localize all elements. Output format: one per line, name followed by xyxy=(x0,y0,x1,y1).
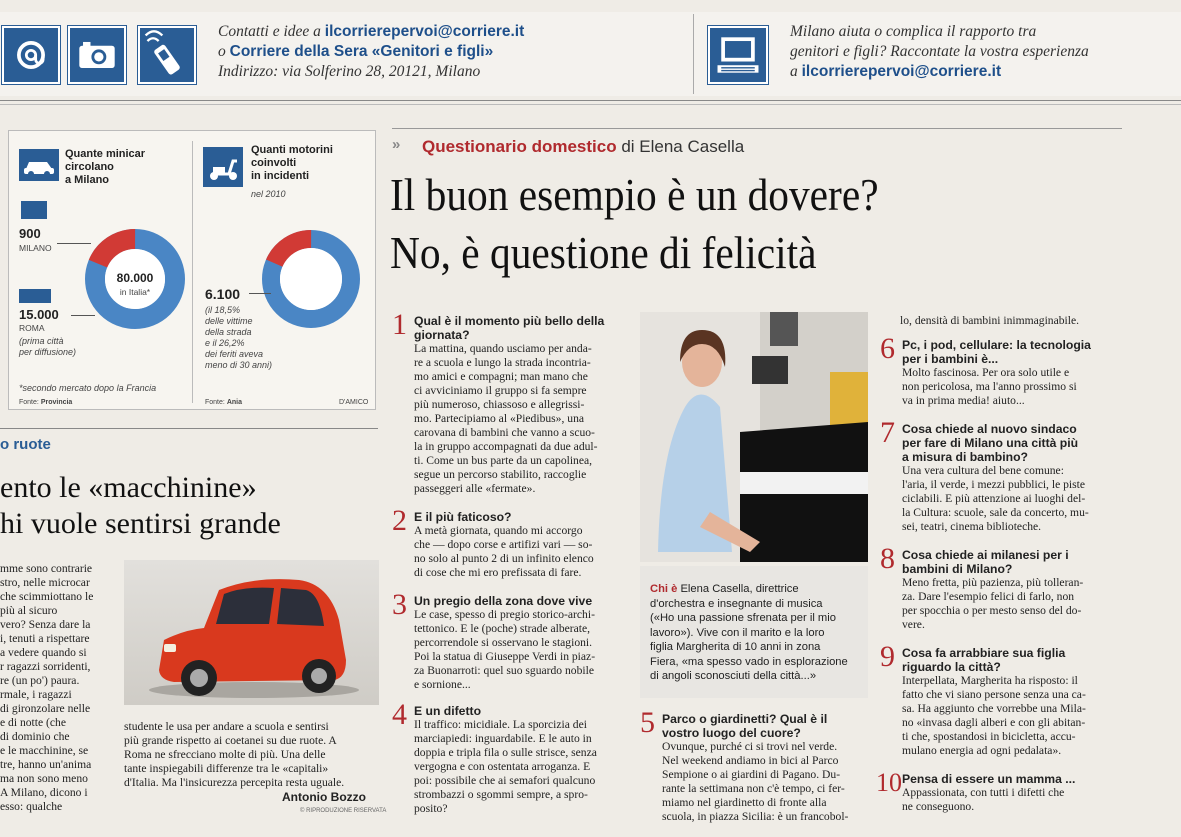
left-article-column xyxy=(0,562,112,814)
qa-column-2 xyxy=(640,706,876,836)
answer-text: Meno fretta, più pazienza, più tolleran- za. Dare l'esempio felici di farlo, non per spocchia o per mesto senso del do- vere. xyxy=(902,576,1084,631)
question-number: 7 xyxy=(880,416,895,449)
answer-text: La mattina, quando usciamo per anda- re a scuola e lungo la strada incontria- mo amici e compagni; man mano che ci avviciniamo il gruppo si fa sempre più numeroso, chiassoso e allegrissi- mo. Partecipiamo al «Piedibus», una carovana di bambini che vanno a scuo- la in gruppo accompagnati da due adul- ti. Come un bus parte da un capolinea, segue un percorso stabilito, raccoglie passeggeri alle «fermate». xyxy=(414,342,598,495)
question-block-2 xyxy=(392,504,632,580)
question-number: 6 xyxy=(880,332,895,365)
leader-line-motorini xyxy=(249,293,271,294)
graphics-credit: D'AMICO xyxy=(339,399,369,406)
question-number: 9 xyxy=(880,640,895,673)
question-number: 2 xyxy=(392,504,407,537)
car-icon xyxy=(19,149,59,181)
caption-lead: Chi è xyxy=(650,583,678,595)
contact-block xyxy=(218,22,678,82)
left-column-line: esso: qualche xyxy=(0,800,63,813)
answer-text: Appassionata, con tutti i difetti che ne conseguono. xyxy=(902,786,1065,813)
motorini-subtitle: nel 2010 xyxy=(251,189,286,199)
left-headline xyxy=(0,470,281,542)
italia-label: in Italia* xyxy=(119,287,151,297)
left-column-line: stro, nelle microcar xyxy=(0,576,90,589)
contact-email-link[interactable]: ilcorrierepervoi@corriere.it xyxy=(324,23,525,40)
left-column-line: mme sono contrarie xyxy=(0,562,93,575)
left-column-line: ma non sono meno xyxy=(0,772,88,785)
answer-text: Il traffico: micidiale. La sporcizia dei marciapiedi: inguardabile. E le auto in doppia e tripla fila o sulle strisce, senza vergogna e con ostentata arroganza. E poi: possibile che ai semafori qualcuno strombazzi o sgommi sempre, a spro- posito? xyxy=(414,718,597,815)
question-number: 5 xyxy=(640,706,655,739)
infographic-box xyxy=(8,130,376,410)
left-column-line: di gironzolare nelle xyxy=(0,702,91,715)
header-rule-2 xyxy=(0,104,1181,105)
minicar-title: Quante minicar circolano a Milano xyxy=(65,148,146,186)
question-title: Cosa chiede al nuovo sindaco per fare di Milano una città più a misura di bambino? xyxy=(902,422,1079,464)
computer-icon xyxy=(708,26,768,84)
answer-text: A metà giornata, quando mi accorgo che — dopo corse e artifizi vari — so- no solo al punto 2 di un infinito elenco di cose che mi ero prefissata di fare. xyxy=(414,524,594,579)
contact-section-name: Corriere della Sera «Genitori e figli» xyxy=(229,43,494,60)
question-title: Qual è il momento più bello della giornata? xyxy=(414,314,605,342)
left-section-label: o ruote xyxy=(0,436,51,453)
question-title: Un pregio della zona dove vive xyxy=(414,594,593,608)
left-article-rule xyxy=(0,428,378,429)
left-column-line: vero? Senza dare la xyxy=(0,618,91,631)
minicar-footnote: *secondo mercato dopo la Francia xyxy=(19,383,157,393)
prompt-line-3: a ilcorrierepervoi@corriere.it xyxy=(790,63,1002,80)
infobox-divider xyxy=(192,141,193,403)
portrait-caption: Chi è Elena Casella, direttrice d'orchestra e insegnante di musica («Ho una passione sfrenata per il mio lavoro»). Vive con il marito e la loro figlia Margherita di 10 anni in zona Fiera, «ma spesso vado in esplorazione di angoli sconosciuti della città...» xyxy=(650,583,848,682)
left-column-line: e di notte (che xyxy=(0,716,66,729)
milano-value: 900 xyxy=(19,226,41,241)
question-title: E il più faticoso? xyxy=(414,510,512,524)
kicker-arrows: » xyxy=(392,136,401,153)
at-icon xyxy=(2,26,60,84)
prompt-email-link[interactable]: ilcorrierepervoi@corriere.it xyxy=(801,63,1002,80)
minicar-source: Fonte: Provincia xyxy=(19,399,73,406)
question-block-6 xyxy=(880,332,1120,408)
colosseum-icon xyxy=(19,289,51,303)
left-column-line: rmale, i ragazzi xyxy=(0,688,72,701)
left-column-line: che scimmiottano le xyxy=(0,590,94,603)
question-block-4 xyxy=(392,698,632,816)
kicker: Questionario domestico xyxy=(422,137,617,156)
left-headline-line-1: ento le «macchinine» xyxy=(0,471,257,504)
left-column-line: r ragazzi sorridenti, xyxy=(0,660,91,673)
main-article-rule xyxy=(392,128,1122,129)
portrait-photo xyxy=(640,312,868,562)
left-column-line: A Milano, dicono i xyxy=(0,786,88,799)
left-column-line: re (un po') paura. xyxy=(0,674,80,687)
question-title: Cosa chiede ai milanesi per i bambini di Milano? xyxy=(902,548,1069,576)
header-rule xyxy=(0,100,1181,101)
question-number: 10 xyxy=(876,768,902,797)
question-block-5 xyxy=(640,706,876,824)
left-column-line: tre, hanno un'anima xyxy=(0,758,92,771)
byline: di Elena Casella xyxy=(621,137,745,156)
contact-line-1: Contatti e idee a ilcorrierepervoi@corriere.it xyxy=(218,23,525,40)
answer-text: Molto fascinosa. Per ora solo utile e non pericolosa, ma l'anno prossimo si va in prima media! aiuto... xyxy=(902,366,1077,407)
question-title: Parco o giardinetti? Qual è il vostro luogo del cuore? xyxy=(662,712,828,740)
left-article-copyright: © RIPRODUZIONE RISERVATA xyxy=(300,808,387,814)
left-column-line: più al sicuro xyxy=(0,604,58,617)
answer-text: Le case, spesso di pregio storico-archi- tettonico. E le (poche) strade alberate, percorrendole si osservano le stagioni. Poi la statua di Giuseppe Verdi in piaz- za Buonarroti: quel suo sguardo nobile e sornione... xyxy=(414,608,596,691)
scooter-icon xyxy=(203,147,243,187)
minicar-photo xyxy=(124,560,379,705)
qa-column-1 xyxy=(392,308,632,834)
question-title: Pc, i pod, cellulare: la tecnologia per i bambini è... xyxy=(902,338,1091,366)
left-column-line: a vedere quando si xyxy=(0,646,87,659)
answer-text: Interpellata, Margherita ha risposto: il fatto che vi siano persone senza una ca- sa. Ha aggiunto che vorrebbe una Mila- no «invasa dagli alberi e con gli abitan- ti che, spostandosi in bicicletta, accu- mulano energia ad ogni pedalata». xyxy=(902,674,1086,757)
camera-icon xyxy=(68,26,126,84)
motorini-value: 6.100 xyxy=(205,286,241,302)
question-block-1 xyxy=(392,308,632,496)
contact-line-2: o Corriere della Sera «Genitori e figli» xyxy=(218,43,494,60)
answer-text: Ovunque, purché ci si trovi nel verde. Nel weekend andiamo in bici al Parco Sempione o ai giardini di Pagano. Du- rante la settimana non c'è tempo, ci fer- miamo nel giardinetto di fronte alla scuola, in piazza Sicilia: è un francobol- xyxy=(662,740,849,823)
roma-label: ROMA xyxy=(19,323,45,333)
left-column-line: e le macchinine, se xyxy=(0,744,89,757)
header-divider xyxy=(693,14,694,94)
prompt-line-1: Milano aiuta o complica il rapporto tra xyxy=(790,23,1037,40)
left-column-line: di dominio che xyxy=(0,730,70,743)
qa-column-3 xyxy=(876,332,1120,836)
question-title: Pensa di essere un mamma ... xyxy=(902,772,1076,786)
question-number: 4 xyxy=(392,698,407,731)
prompt-line-2: genitori e figli? Raccontate la vostra esperienza xyxy=(790,43,1089,60)
question-number: 8 xyxy=(880,542,895,575)
left-column-line: i, tenuti a rispettare xyxy=(0,632,90,645)
q5-continuation: lo, densità di bambini inimmaginabile. xyxy=(900,314,1080,327)
motorini-source: Fonte: Aniа xyxy=(205,399,242,406)
italia-value: 80.000 xyxy=(116,271,154,285)
prompt-block xyxy=(790,22,1170,82)
main-headline-line-1: Il buon esempio è un dovere? xyxy=(390,169,879,220)
question-title: E un difetto xyxy=(414,704,482,718)
left-article-bottom-text: studente le usa per andare a scuola e sentirsi più grande rispetto ai coetanei su due ruote. A Roma ne sfrecciano molte di più. Una delle tante inspiegabili differenze tra le «capitali» d'Italia. Ma l'insicurezza percepita resta uguale. xyxy=(124,720,345,789)
question-block-3 xyxy=(392,588,632,692)
question-block-7 xyxy=(880,416,1120,534)
main-headline-line-2: No, è questione di felicità xyxy=(390,227,817,278)
main-headline xyxy=(390,166,879,282)
contact-address: Indirizzo: via Solferino 28, 20121, Milano xyxy=(218,63,481,80)
answer-text: Una vera cultura del bene comune: l'aria, il verde, i mezzi pubblici, le piste ciclabili. E più attenzione ai luoghi del- la Cultura: scuole, sale da concerto, mu- sei, teatri, cinema biblioteche. xyxy=(902,464,1089,533)
question-block-9 xyxy=(880,640,1120,758)
roma-value: 15.000 xyxy=(19,307,59,322)
motorini-note: (il 18,5% delle vittime della strada e il 26,2% dei feriti aveva meno di 30 anni) xyxy=(205,305,273,370)
question-title: Cosa fa arrabbiare sua figlia riguardo la città? xyxy=(902,646,1066,674)
milano-label: MILANO xyxy=(19,243,52,253)
question-block-8 xyxy=(880,542,1120,632)
question-number: 3 xyxy=(392,588,407,621)
duomo-icon xyxy=(21,201,47,219)
roma-note: (prima città per diffusione) xyxy=(19,336,77,357)
left-article-author: Antonio Bozzo xyxy=(282,790,366,804)
kicker-line xyxy=(422,137,744,157)
left-headline-line-2: hi vuole sentirsi grande xyxy=(0,507,281,540)
question-number: 1 xyxy=(392,308,407,341)
question-block-10 xyxy=(876,768,1120,814)
motorini-title: Quanti motorini coinvolti in incidenti xyxy=(251,144,333,182)
phone-icon xyxy=(138,26,196,84)
